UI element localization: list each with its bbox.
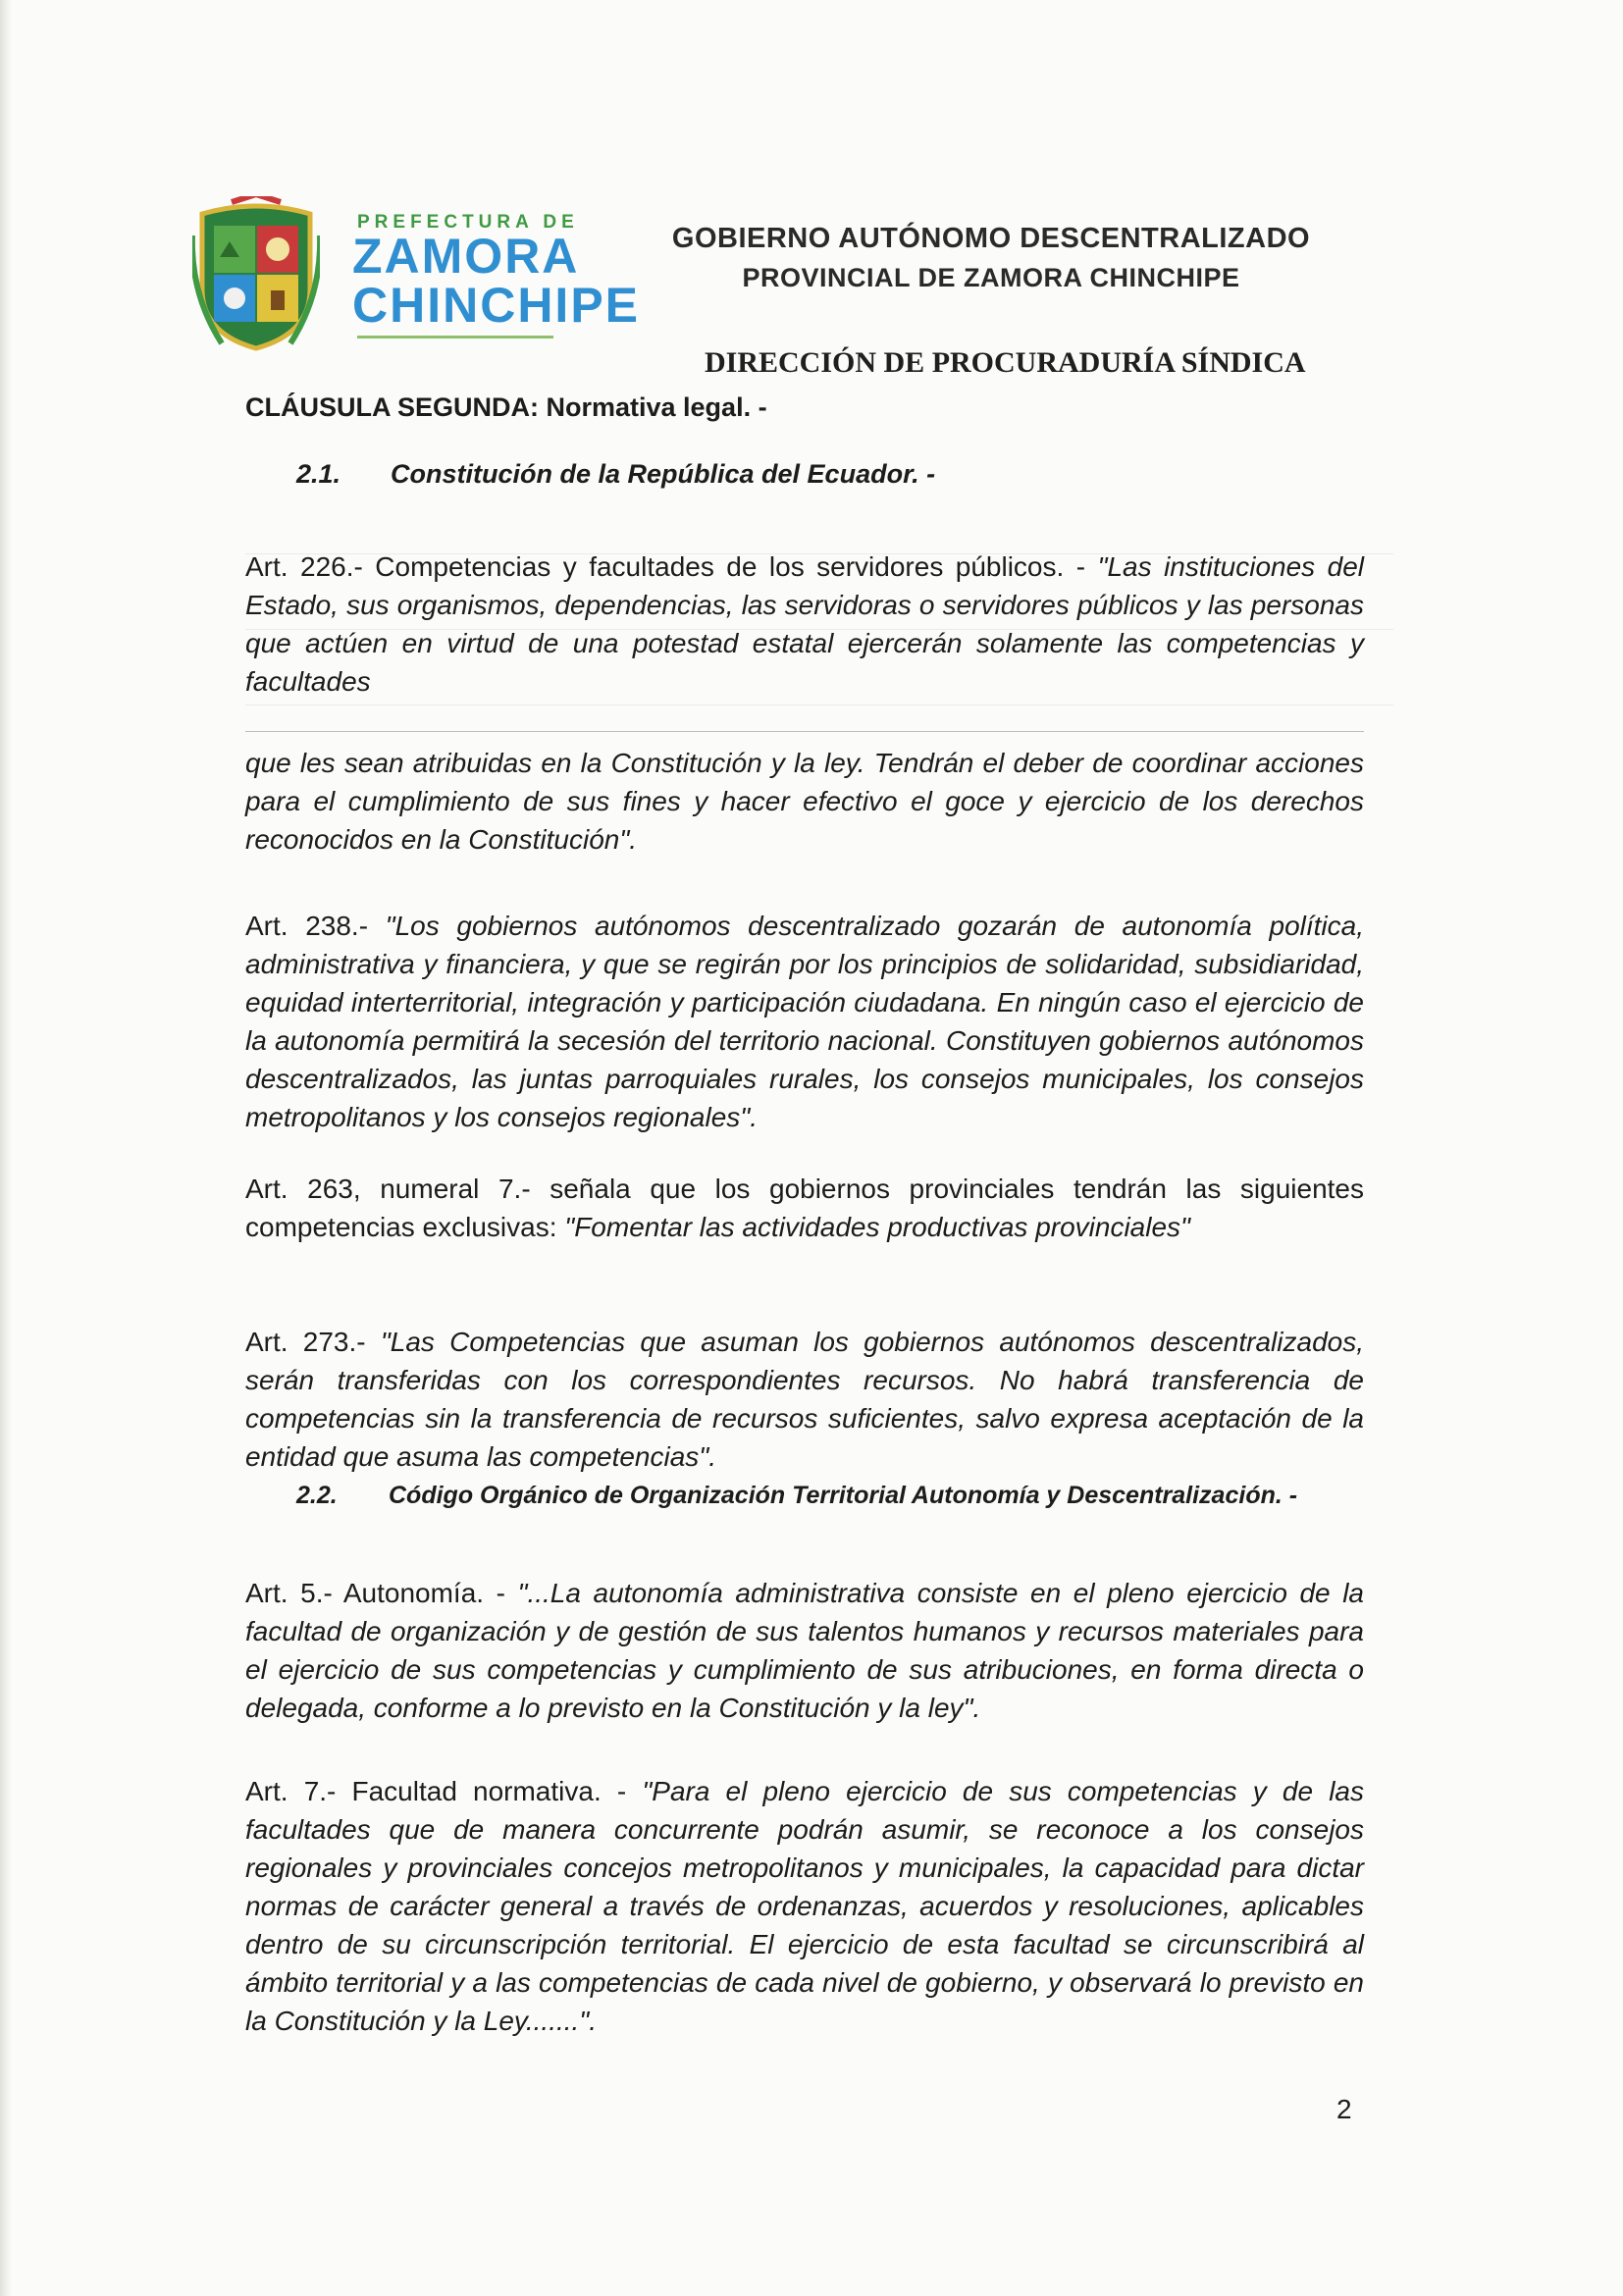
article-273 [245, 1323, 1364, 1476]
article-lead: Art. 7.- Facultad normativa. - [245, 1776, 643, 1806]
article-quote: "...La autonomía administrativa consiste en el pleno ejercicio de la facultad de organización y de gestión de sus talentos humanos y recursos materiales para el ejercicio de sus competencias y cumplimiento de sus atribuciones, en forma directa o delegada, conforme a lo previsto en la Constitución y la ley". [245, 1578, 1364, 1723]
article-quote: "Para el pleno ejercicio de sus competencias y de las facultades que de manera concurrente podrán asumir, se reconoce a los consejos regionales y provinciales concejos metropolitanos y municipales, la capacidad para dictar normas de carácter general a través de ordenanzas, acuerdos y resoluciones, aplicables dentro de su circunscripción territorial. El ejercicio de esta facultad se circunscribirá al ámbito territorial y a las competencias de cada nivel de gobierno, y observará lo previsto en la Constitución y la Ley.......". [245, 1776, 1364, 2036]
article-quote: que les sean atribuidas en la Constitución y la ley. Tendrán el deber de coordinar acciones para el cumplimiento de sus fines y hacer efectivo el goce y ejercicio de los derechos reconocidos en la Constitución". [245, 748, 1364, 855]
section-number: 2.1. [296, 459, 341, 489]
article-quote: "Fomentar las actividades productivas provinciales" [564, 1212, 1190, 1242]
article-lead: Art. 263, numeral 7.- señala que los gobiernos provinciales tendrán las siguientes competencias exclusivas: [245, 1174, 1364, 1242]
org-title-line-2: PROVINCIAL DE ZAMORA CHINCHIPE [742, 263, 1240, 292]
article-7 [245, 1772, 1364, 2040]
section-title: Código Orgánico de Organización Territorial Autonomía y Descentralización. - [389, 1482, 1298, 1509]
article-263 [245, 1170, 1364, 1246]
article-quote: "Las instituciones del Estado, sus organismos, dependencias, las servidoras o servidores públicos y las personas que actúen en virtud de una potestad estatal ejercerán solamente las competencias y facultades [245, 551, 1364, 697]
org-title-line-1: GOBIERNO AUTÓNOMO DESCENTRALIZADO [671, 223, 1311, 254]
logo-prefix: PREFECTURA DE [357, 212, 579, 233]
clause-heading: CLÁUSULA SEGUNDA: Normativa legal. - [245, 392, 767, 422]
article-quote: "Las Competencias que asuman los gobiernos autónomos descentralizados, serán transferidas con los correspondientes recursos. No habrá transferencia de competencias sin la transferencia de recursos suficientes, salvo expresa aceptación de la entidad que asuma las competencias". [245, 1327, 1364, 1472]
article-226-part-1 [245, 548, 1364, 701]
article-lead: Art. 226.- Competencias y facultades de los servidores públicos. - [245, 551, 1098, 582]
article-5 [245, 1574, 1364, 1727]
article-quote: "Los gobiernos autónomos descentralizado gozarán de autonomía política, administrativa y financiera, y que se regirán por los principios de solidaridad, subsidiaridad, equidad interterritorial, integración y participación ciudadana. En ningún caso el ejercicio de la autonomía permitirá la secesión del territorio nacional. Constituyen gobiernos autónomos descentralizados, las juntas parroquiales rurales, los consejos municipales, los consejos metropolitanos y los consejos regionales". [245, 911, 1364, 1132]
article-226-part-2 [245, 744, 1364, 859]
section-title: Constitución de la República del Ecuador. - [391, 459, 936, 489]
page-number: 2 [1336, 2094, 1352, 2124]
page-break-line [245, 731, 1364, 732]
section-heading-2-1 [296, 459, 935, 490]
section-heading-2-2 [296, 1482, 1297, 1510]
article-lead: Art. 273.- [245, 1327, 381, 1357]
article-238 [245, 907, 1364, 1136]
section-number: 2.2. [296, 1482, 338, 1509]
logo-line-1: ZAMORA [352, 229, 580, 284]
article-lead: Art. 238.- [245, 911, 386, 941]
prefectura-logo [192, 196, 641, 353]
article-lead: Art. 5.- Autonomía. - [245, 1578, 518, 1608]
logo-line-2: CHINCHIPE [352, 278, 641, 333]
logo-underline [357, 336, 553, 339]
coat-of-arms-icon [192, 196, 320, 351]
department-title: DIRECCIÓN DE PROCURADURÍA SÍNDICA [705, 346, 1306, 379]
scan-edge [0, 0, 12, 2296]
